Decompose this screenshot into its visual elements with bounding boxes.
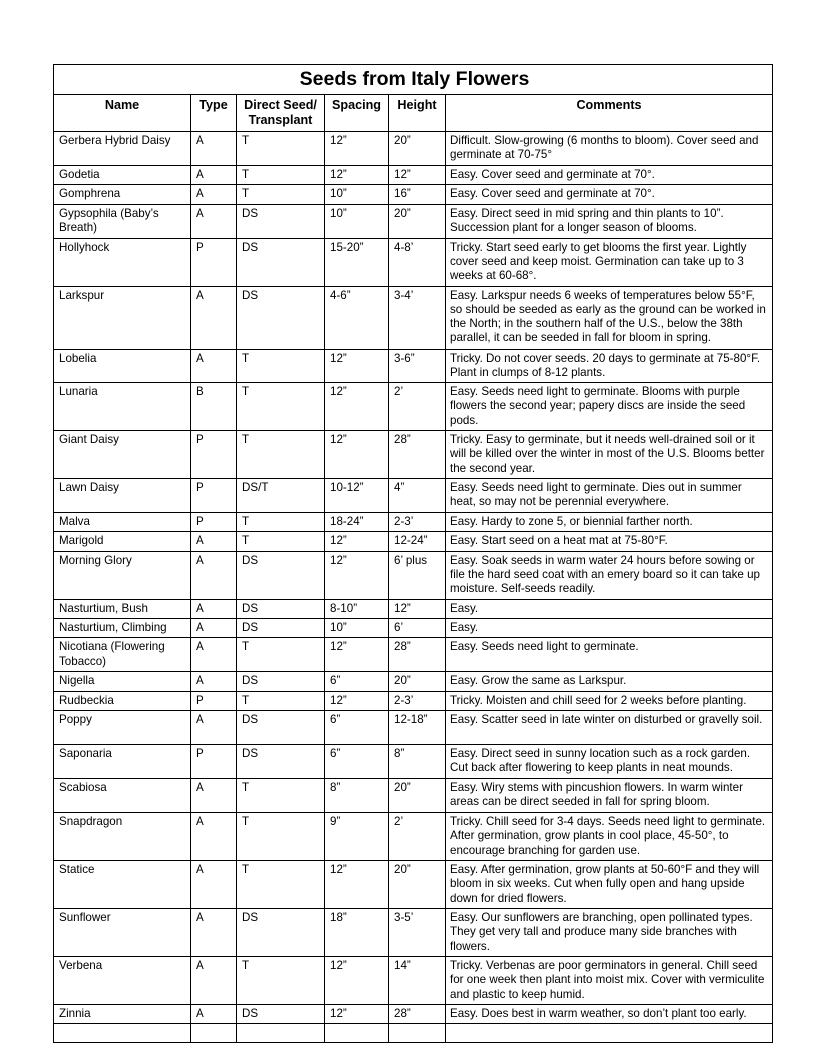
cell-height: 8”	[389, 744, 446, 778]
cell-height: 28”	[389, 638, 446, 672]
table-row	[54, 551, 773, 599]
cell-name: Verbena	[54, 956, 191, 1004]
table-row	[54, 286, 773, 349]
cell-method: DS	[237, 238, 325, 286]
cell-comments: Easy. Seeds need light to germinate. Dies out in summer heat, so may not be perennial everywhere.	[446, 479, 773, 513]
cell-spacing: 12”	[325, 166, 389, 185]
table-row	[54, 185, 773, 204]
cell-type: P	[191, 513, 237, 532]
cell-method: DS	[237, 286, 325, 349]
cell-name: Gypsophila (Baby’s Breath)	[54, 204, 191, 238]
cell-name: Lobelia	[54, 349, 191, 383]
cell-spacing: 12”	[325, 691, 389, 710]
col-header-type: Type	[191, 95, 237, 132]
col-header-name: Name	[54, 95, 191, 132]
col-header-comments: Comments	[446, 95, 773, 132]
cell-spacing: 4-6”	[325, 286, 389, 349]
cell-comments: Easy. Our sunflowers are branching, open pollinated types. They get very tall and produce many side branches with flowers.	[446, 908, 773, 956]
cell-type: A	[191, 710, 237, 744]
cell-method: T	[237, 812, 325, 860]
cell-name: Scabiosa	[54, 778, 191, 812]
table-row	[54, 599, 773, 618]
cell-type: B	[191, 383, 237, 431]
cell-type: P	[191, 691, 237, 710]
cell-spacing	[325, 1024, 389, 1043]
cell-comments: Tricky. Moisten and chill seed for 2 weeks before planting.	[446, 691, 773, 710]
cell-spacing: 15-20”	[325, 238, 389, 286]
cell-spacing: 12”	[325, 132, 389, 166]
cell-comments	[446, 1024, 773, 1043]
cell-type: A	[191, 532, 237, 551]
cell-name: Snapdragon	[54, 812, 191, 860]
cell-type: A	[191, 132, 237, 166]
table-row	[54, 1024, 773, 1043]
cell-comments: Easy.	[446, 599, 773, 618]
cell-name: Marigold	[54, 532, 191, 551]
cell-method: T	[237, 185, 325, 204]
table-row	[54, 691, 773, 710]
cell-height: 3-4’	[389, 286, 446, 349]
cell-type: A	[191, 204, 237, 238]
cell-comments: Easy. Grow the same as Larkspur.	[446, 672, 773, 691]
table-row	[54, 166, 773, 185]
cell-height: 16”	[389, 185, 446, 204]
cell-spacing: 6”	[325, 710, 389, 744]
cell-height: 6’	[389, 619, 446, 638]
cell-height: 6’ plus	[389, 551, 446, 599]
cell-type: A	[191, 908, 237, 956]
cell-spacing: 12”	[325, 860, 389, 908]
cell-type: A	[191, 778, 237, 812]
cell-height: 12-24”	[389, 532, 446, 551]
cell-spacing: 12”	[325, 349, 389, 383]
cell-comments: Tricky. Verbenas are poor germinators in general. Chill seed for one week then plant into moist mix. Cover with vermiculite and plastic to keep humid.	[446, 956, 773, 1004]
cell-spacing: 10”	[325, 185, 389, 204]
cell-name: Statice	[54, 860, 191, 908]
cell-method: T	[237, 349, 325, 383]
cell-height: 2’	[389, 812, 446, 860]
cell-spacing: 12”	[325, 956, 389, 1004]
cell-height: 28”	[389, 431, 446, 479]
cell-type: P	[191, 744, 237, 778]
cell-type: A	[191, 956, 237, 1004]
cell-method: T	[237, 860, 325, 908]
table-row	[54, 672, 773, 691]
cell-type: P	[191, 479, 237, 513]
cell-comments: Tricky. Start seed early to get blooms the first year. Lightly cover seed and keep moist. Germination can take up to 3 weeks at 60-68°.	[446, 238, 773, 286]
cell-name: Nasturtium, Bush	[54, 599, 191, 618]
cell-name: Hollyhock	[54, 238, 191, 286]
cell-comments: Easy. Cover seed and germinate at 70°.	[446, 185, 773, 204]
cell-comments: Easy. Scatter seed in late winter on disturbed or gravelly soil.	[446, 710, 773, 744]
cell-height	[389, 1024, 446, 1043]
cell-type: A	[191, 812, 237, 860]
cell-type: A	[191, 185, 237, 204]
table-row	[54, 710, 773, 744]
cell-method: DS	[237, 599, 325, 618]
cell-spacing: 12”	[325, 431, 389, 479]
cell-spacing: 12”	[325, 383, 389, 431]
cell-method: T	[237, 431, 325, 479]
table-row	[54, 479, 773, 513]
cell-height: 2-3’	[389, 513, 446, 532]
cell-method: DS	[237, 908, 325, 956]
cell-comments: Tricky. Chill seed for 3-4 days. Seeds need light to germinate. After germination, grow plants in cool place, 45-50°, to encourage branching for garden use.	[446, 812, 773, 860]
cell-height: 20”	[389, 204, 446, 238]
cell-method: T	[237, 383, 325, 431]
cell-method: T	[237, 778, 325, 812]
cell-type: A	[191, 349, 237, 383]
cell-type: P	[191, 431, 237, 479]
table-row	[54, 532, 773, 551]
cell-height: 4-8’	[389, 238, 446, 286]
cell-name: Gomphrena	[54, 185, 191, 204]
cell-comments: Easy. Does best in warm weather, so don’t plant too early.	[446, 1004, 773, 1023]
cell-name: Zinnia	[54, 1004, 191, 1023]
cell-comments: Tricky. Easy to germinate, but it needs well-drained soil or it will be killed over the winter in most of the U.S. Blooms better the second year.	[446, 431, 773, 479]
cell-spacing: 6”	[325, 744, 389, 778]
cell-comments: Easy. Wiry stems with pincushion flowers. In warm winter areas can be direct seeded in fall for spring bloom.	[446, 778, 773, 812]
table-row	[54, 431, 773, 479]
cell-method	[237, 1024, 325, 1043]
cell-name: Rudbeckia	[54, 691, 191, 710]
table-row	[54, 513, 773, 532]
table-row	[54, 349, 773, 383]
cell-type: A	[191, 286, 237, 349]
col-header-height: Height	[389, 95, 446, 132]
seeds-table	[53, 64, 773, 1043]
cell-method: T	[237, 956, 325, 1004]
cell-height: 4”	[389, 479, 446, 513]
cell-name: Lunaria	[54, 383, 191, 431]
cell-method: DS	[237, 710, 325, 744]
table-row	[54, 812, 773, 860]
cell-name: Gerbera Hybrid Daisy	[54, 132, 191, 166]
cell-height: 14”	[389, 956, 446, 1004]
cell-height: 12”	[389, 599, 446, 618]
cell-height: 20”	[389, 132, 446, 166]
cell-comments: Easy. After germination, grow plants at 50-60°F and they will bloom in six weeks. Cut when fully open and hang upside down for dried flowers.	[446, 860, 773, 908]
cell-name: Lawn Daisy	[54, 479, 191, 513]
cell-type: A	[191, 1004, 237, 1023]
cell-method: DS	[237, 1004, 325, 1023]
cell-name	[54, 1024, 191, 1043]
table-row	[54, 908, 773, 956]
cell-method: DS/T	[237, 479, 325, 513]
cell-comments: Easy. Direct seed in sunny location such as a rock garden. Cut back after flowering to keep plants in neat mounds.	[446, 744, 773, 778]
cell-name: Sunflower	[54, 908, 191, 956]
cell-spacing: 12”	[325, 638, 389, 672]
col-header-method: Direct Seed/ Transplant	[237, 95, 325, 132]
cell-name: Godetia	[54, 166, 191, 185]
table-row	[54, 1004, 773, 1023]
cell-type: A	[191, 166, 237, 185]
cell-spacing: 12”	[325, 1004, 389, 1023]
table-row	[54, 778, 773, 812]
cell-method: T	[237, 691, 325, 710]
cell-type	[191, 1024, 237, 1043]
cell-method: T	[237, 532, 325, 551]
cell-spacing: 8”	[325, 778, 389, 812]
cell-height: 3-5’	[389, 908, 446, 956]
cell-height: 3-6”	[389, 349, 446, 383]
cell-height: 28”	[389, 1004, 446, 1023]
cell-name: Saponaria	[54, 744, 191, 778]
cell-comments: Easy. Cover seed and germinate at 70°.	[446, 166, 773, 185]
cell-height: 20”	[389, 672, 446, 691]
header-row	[54, 95, 773, 132]
cell-comments: Easy.	[446, 619, 773, 638]
cell-name: Malva	[54, 513, 191, 532]
cell-spacing: 10-12”	[325, 479, 389, 513]
cell-method: DS	[237, 672, 325, 691]
cell-name: Giant Daisy	[54, 431, 191, 479]
cell-name: Nigella	[54, 672, 191, 691]
cell-name: Morning Glory	[54, 551, 191, 599]
cell-spacing: 18”	[325, 908, 389, 956]
cell-spacing: 10”	[325, 204, 389, 238]
table-row	[54, 204, 773, 238]
cell-spacing: 6”	[325, 672, 389, 691]
table-title: Seeds from Italy Flowers	[54, 65, 773, 95]
cell-comments: Easy. Soak seeds in warm water 24 hours before sowing or file the hard seed coat with an emery board so it can take up moisture. Self-seeds readily.	[446, 551, 773, 599]
cell-spacing: 12”	[325, 532, 389, 551]
cell-comments: Easy. Seeds need light to germinate. Blooms with purple flowers the second year; papery discs are inside the seed pods.	[446, 383, 773, 431]
cell-type: A	[191, 551, 237, 599]
cell-type: A	[191, 619, 237, 638]
cell-method: DS	[237, 551, 325, 599]
cell-type: P	[191, 238, 237, 286]
cell-type: A	[191, 638, 237, 672]
cell-comments: Easy. Larkspur needs 6 weeks of temperatures below 55°F, so should be seeded as early as the ground can be worked in the North; in the southern half of the U.S., below the 38th parallel, it can be seeded in fall for bloom in spring.	[446, 286, 773, 349]
cell-method: T	[237, 132, 325, 166]
cell-height: 20”	[389, 860, 446, 908]
cell-spacing: 18-24”	[325, 513, 389, 532]
cell-spacing: 10”	[325, 619, 389, 638]
table-row	[54, 619, 773, 638]
cell-comments: Easy. Hardy to zone 5, or biennial farther north.	[446, 513, 773, 532]
cell-type: A	[191, 599, 237, 618]
cell-name: Poppy	[54, 710, 191, 744]
table-row	[54, 238, 773, 286]
cell-method: DS	[237, 744, 325, 778]
table-row	[54, 860, 773, 908]
cell-comments: Tricky. Do not cover seeds. 20 days to germinate at 75-80°F. Plant in clumps of 8-12 plants.	[446, 349, 773, 383]
cell-type: A	[191, 860, 237, 908]
table-row	[54, 744, 773, 778]
cell-method: T	[237, 513, 325, 532]
cell-spacing: 8-10”	[325, 599, 389, 618]
cell-height: 12-18”	[389, 710, 446, 744]
cell-method: DS	[237, 619, 325, 638]
cell-comments: Difficult. Slow-growing (6 months to bloom). Cover seed and germinate at 70-75°	[446, 132, 773, 166]
cell-spacing: 12”	[325, 551, 389, 599]
cell-method: DS	[237, 204, 325, 238]
cell-method: T	[237, 166, 325, 185]
col-header-spacing: Spacing	[325, 95, 389, 132]
cell-height: 12”	[389, 166, 446, 185]
cell-height: 2-3’	[389, 691, 446, 710]
cell-height: 2’	[389, 383, 446, 431]
table-row	[54, 132, 773, 166]
cell-method: T	[237, 638, 325, 672]
table-row	[54, 956, 773, 1004]
table-row	[54, 383, 773, 431]
table-row	[54, 638, 773, 672]
cell-comments: Easy. Start seed on a heat mat at 75-80°F.	[446, 532, 773, 551]
cell-name: Larkspur	[54, 286, 191, 349]
cell-name: Nicotiana (Flowering Tobacco)	[54, 638, 191, 672]
cell-type: A	[191, 672, 237, 691]
cell-comments: Easy. Seeds need light to germinate.	[446, 638, 773, 672]
cell-height: 20”	[389, 778, 446, 812]
cell-name: Nasturtium, Climbing	[54, 619, 191, 638]
cell-comments: Easy. Direct seed in mid spring and thin plants to 10”. Succession plant for a longer season of blooms.	[446, 204, 773, 238]
cell-spacing: 9”	[325, 812, 389, 860]
